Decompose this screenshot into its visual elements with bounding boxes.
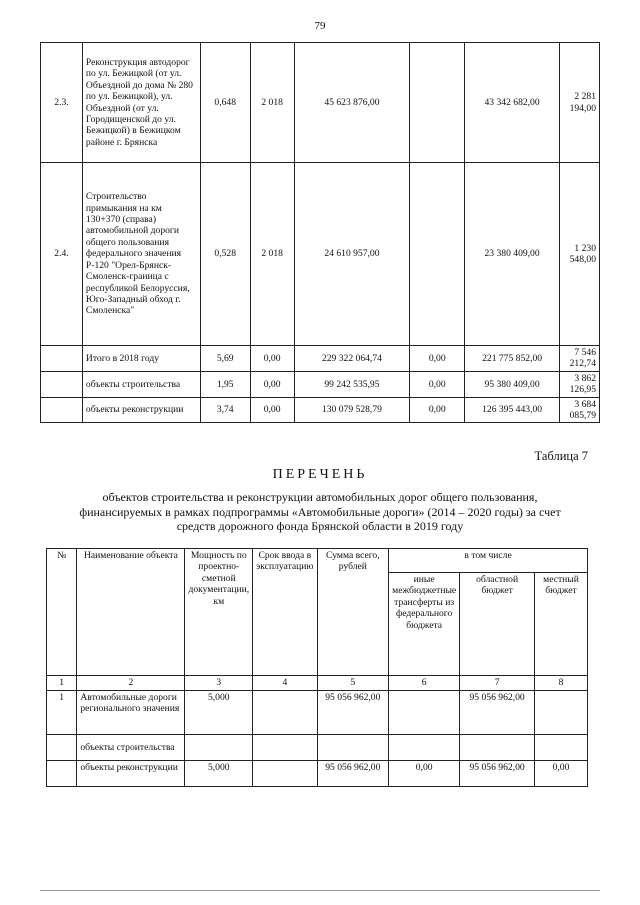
list-subtitle: объектов строительства и реконструкции автомобильных дорог общего пользования, финансируемых в рамках подпрограммы «Автомобильные дороги» (2014 – 2020 годы) за счет средств дорожного фонда Брянской области в 2019 году [79, 490, 561, 533]
column-number: 4 [253, 676, 317, 691]
table-row [41, 163, 600, 346]
header-row [47, 549, 588, 573]
power-value [185, 735, 253, 761]
term-value: 0,00 [250, 346, 294, 372]
regional-value: 126 395 443,00 [465, 397, 560, 423]
object-name: Строительство примыкания на км 130+370 (справа) автомобильной дороги общего пользования федерального значения Р-120 "Орел-Брянск-Смоленск-граница с республикой Белоруссия, Юго-Западный обход г. Смоленска" [82, 163, 200, 346]
power-value: 0,648 [200, 43, 250, 163]
power-value: 1,95 [200, 371, 250, 397]
header-regional: областной бюджет [460, 573, 535, 676]
list-heading: ПЕРЕЧЕНЬ [272, 467, 368, 482]
header-including: в том числе [389, 549, 588, 573]
power-value: 0,528 [200, 163, 250, 346]
term-value: 2 018 [250, 43, 294, 163]
row-number [47, 735, 77, 761]
row-number [41, 397, 83, 423]
table-row [47, 691, 588, 735]
term-value [253, 735, 317, 761]
sum-value: 45 623 876,00 [294, 43, 410, 163]
term-value [253, 761, 317, 787]
local-value: 0,00 [535, 761, 588, 787]
footer-divider [40, 890, 600, 891]
transfers-value: 0,00 [389, 761, 460, 787]
row-number [41, 346, 83, 372]
table-label: Таблица 7 [534, 449, 588, 463]
table-row [47, 761, 588, 787]
regional-value: 23 380 409,00 [465, 163, 560, 346]
term-value: 0,00 [250, 397, 294, 423]
sum-value: 229 322 064,74 [294, 346, 410, 372]
table-row [41, 43, 600, 163]
column-number: 1 [47, 676, 77, 691]
column-number: 3 [185, 676, 253, 691]
transfers-value [410, 163, 465, 346]
power-value: 5,000 [185, 691, 253, 735]
header-term: Срок ввода в эксплуатацию [253, 549, 317, 676]
power-value: 3,74 [200, 397, 250, 423]
table-row [41, 371, 600, 397]
regional-value: 95 056 962,00 [460, 761, 535, 787]
financing-table-2018 [40, 42, 600, 423]
term-value: 0,00 [250, 371, 294, 397]
sum-value [317, 735, 389, 761]
regional-value: 221 775 852,00 [465, 346, 560, 372]
regional-value [460, 735, 535, 761]
header-local: местный бюджет [535, 573, 588, 676]
column-number: 2 [77, 676, 185, 691]
local-value [535, 691, 588, 735]
transfers-value [389, 735, 460, 761]
row-number: 1 [47, 691, 77, 735]
local-value [535, 735, 588, 761]
header-num: № [47, 549, 77, 676]
sum-value: 95 056 962,00 [317, 691, 389, 735]
sum-value: 130 079 528,79 [294, 397, 410, 423]
header-transfers: иные межбюджетные трансферты из федерального бюджета [389, 573, 460, 676]
object-name: Автомобильные дороги регионального значения [77, 691, 185, 735]
regional-value: 95 056 962,00 [460, 691, 535, 735]
power-value: 5,000 [185, 761, 253, 787]
row-number [47, 761, 77, 787]
column-number: 5 [317, 676, 389, 691]
table-row [41, 346, 600, 372]
object-name: Реконструкция автодорог по ул. Бежицкой (от ул. Объездной до дома № 280 по ул. Бежицкой), ул. Объездной (от ул. Городищенской до ул. Бежицкой) в Бежицком районе г. Брянска [82, 43, 200, 163]
table-row [41, 397, 600, 423]
row-number [41, 371, 83, 397]
object-name: объекты строительства [82, 371, 200, 397]
transfers-value: 0,00 [410, 371, 465, 397]
local-value: 3 684 085,79 [559, 397, 599, 423]
term-value [253, 691, 317, 735]
local-value: 7 546 212,74 [559, 346, 599, 372]
object-name: Итого в 2018 году [82, 346, 200, 372]
transfers-value: 0,00 [410, 397, 465, 423]
header-power: Мощность по проектно-сметной документации, км [185, 549, 253, 676]
table-row [47, 735, 588, 761]
financing-table-2019 [46, 548, 588, 787]
term-value: 2 018 [250, 163, 294, 346]
column-numbers-row [47, 676, 588, 691]
column-number: 7 [460, 676, 535, 691]
local-value: 1 230 548,00 [559, 163, 599, 346]
page-number: 79 [314, 20, 326, 32]
header-name: Наименование объекта [77, 549, 185, 676]
row-number: 2.3. [41, 43, 83, 163]
transfers-value [389, 691, 460, 735]
object-name: объекты реконструкции [77, 761, 185, 787]
column-number: 6 [389, 676, 460, 691]
regional-value: 95 380 409,00 [465, 371, 560, 397]
row-number: 2.4. [41, 163, 83, 346]
object-name: объекты реконструкции [82, 397, 200, 423]
sum-value: 24 610 957,00 [294, 163, 410, 346]
power-value: 5,69 [200, 346, 250, 372]
regional-value: 43 342 682,00 [465, 43, 560, 163]
local-value: 2 281 194,00 [559, 43, 599, 163]
transfers-value: 0,00 [410, 346, 465, 372]
transfers-value [410, 43, 465, 163]
header-sum: Сумма всего, рублей [317, 549, 389, 676]
column-number: 8 [535, 676, 588, 691]
sum-value: 95 056 962,00 [317, 761, 389, 787]
sum-value: 99 242 535,95 [294, 371, 410, 397]
object-name: объекты строительства [77, 735, 185, 761]
local-value: 3 862 126,95 [559, 371, 599, 397]
